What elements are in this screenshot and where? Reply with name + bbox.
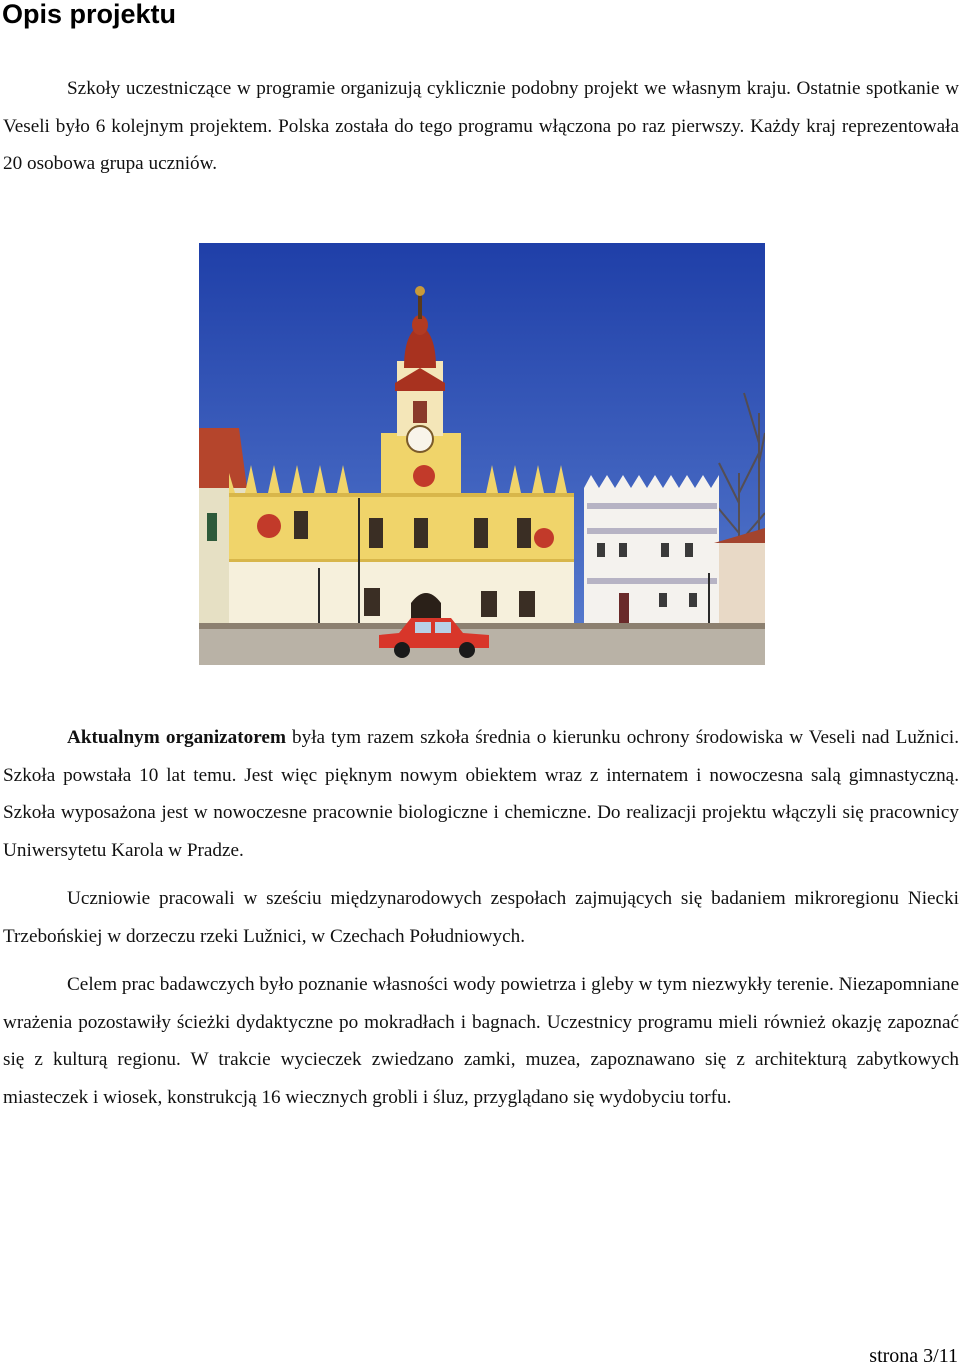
page-title: Opis projektu [2,0,177,29]
organizer-bold-lead: Aktualnym organizatorem [67,727,286,748]
clock-face [407,426,433,452]
organizer-text: była tym razem szkoła średnia o kierunku ochrony środowiska w Veseli nad Lužnici. Szkoła powstała 10 lat temu. Jest więc pięknym nowym obiektem wraz z internatem i nowoczesna salą gimnastyczną. Szkoła wyposażona jest w nowoczesne pracownie biologiczne i chemiczne. Do realizacji projektu włączyli się pracownicy Uniwersytetu Karola w Pradze. [3,727,959,861]
paragraph-intro: Szkoły uczestniczące w programie organizują cyklicznie podobny projekt we własnym kraju. Ostatnie spotkanie w Veseli było 6 kolejnym projektem. Polska została do tego programu włączona po raz pierwszy. Każdy kraj reprezentowała 20 osobowa grupa uczniów. [3,78,959,175]
page-number: strona 3/11 [869,1345,958,1367]
paragraph-research: Celem prac badawczych było poznanie własności wody powietrza i gleby w tym niezwykły terenie. Niezapomniane wrażenia pozostawiły ścieżki dydaktyczne po mokradłach i bagnach. Uczestnicy programu mieli również okazję zapoznać się z kulturą regionu. W trakcie wycieczek zwiedzano zamki, muzea, zapoznawano się z architekturą zabytkowych miasteczek i wiosek, konstrukcją 16 wiecznych grobli i śluz, przyglądano się wydobyciu torfu. [3,974,959,1108]
town-hall-photo [199,243,765,665]
left-house-roof [199,428,247,488]
paragraph-organizer [3,719,959,869]
paragraph-teams: Uczniowie pracowali w sześciu międzynarodowych zespołach zajmujących się badaniem mikroregionu Niecki Trzebońskiej w dorzeczu rzeki Lužnici, w Czechach Południowych. [3,888,959,947]
